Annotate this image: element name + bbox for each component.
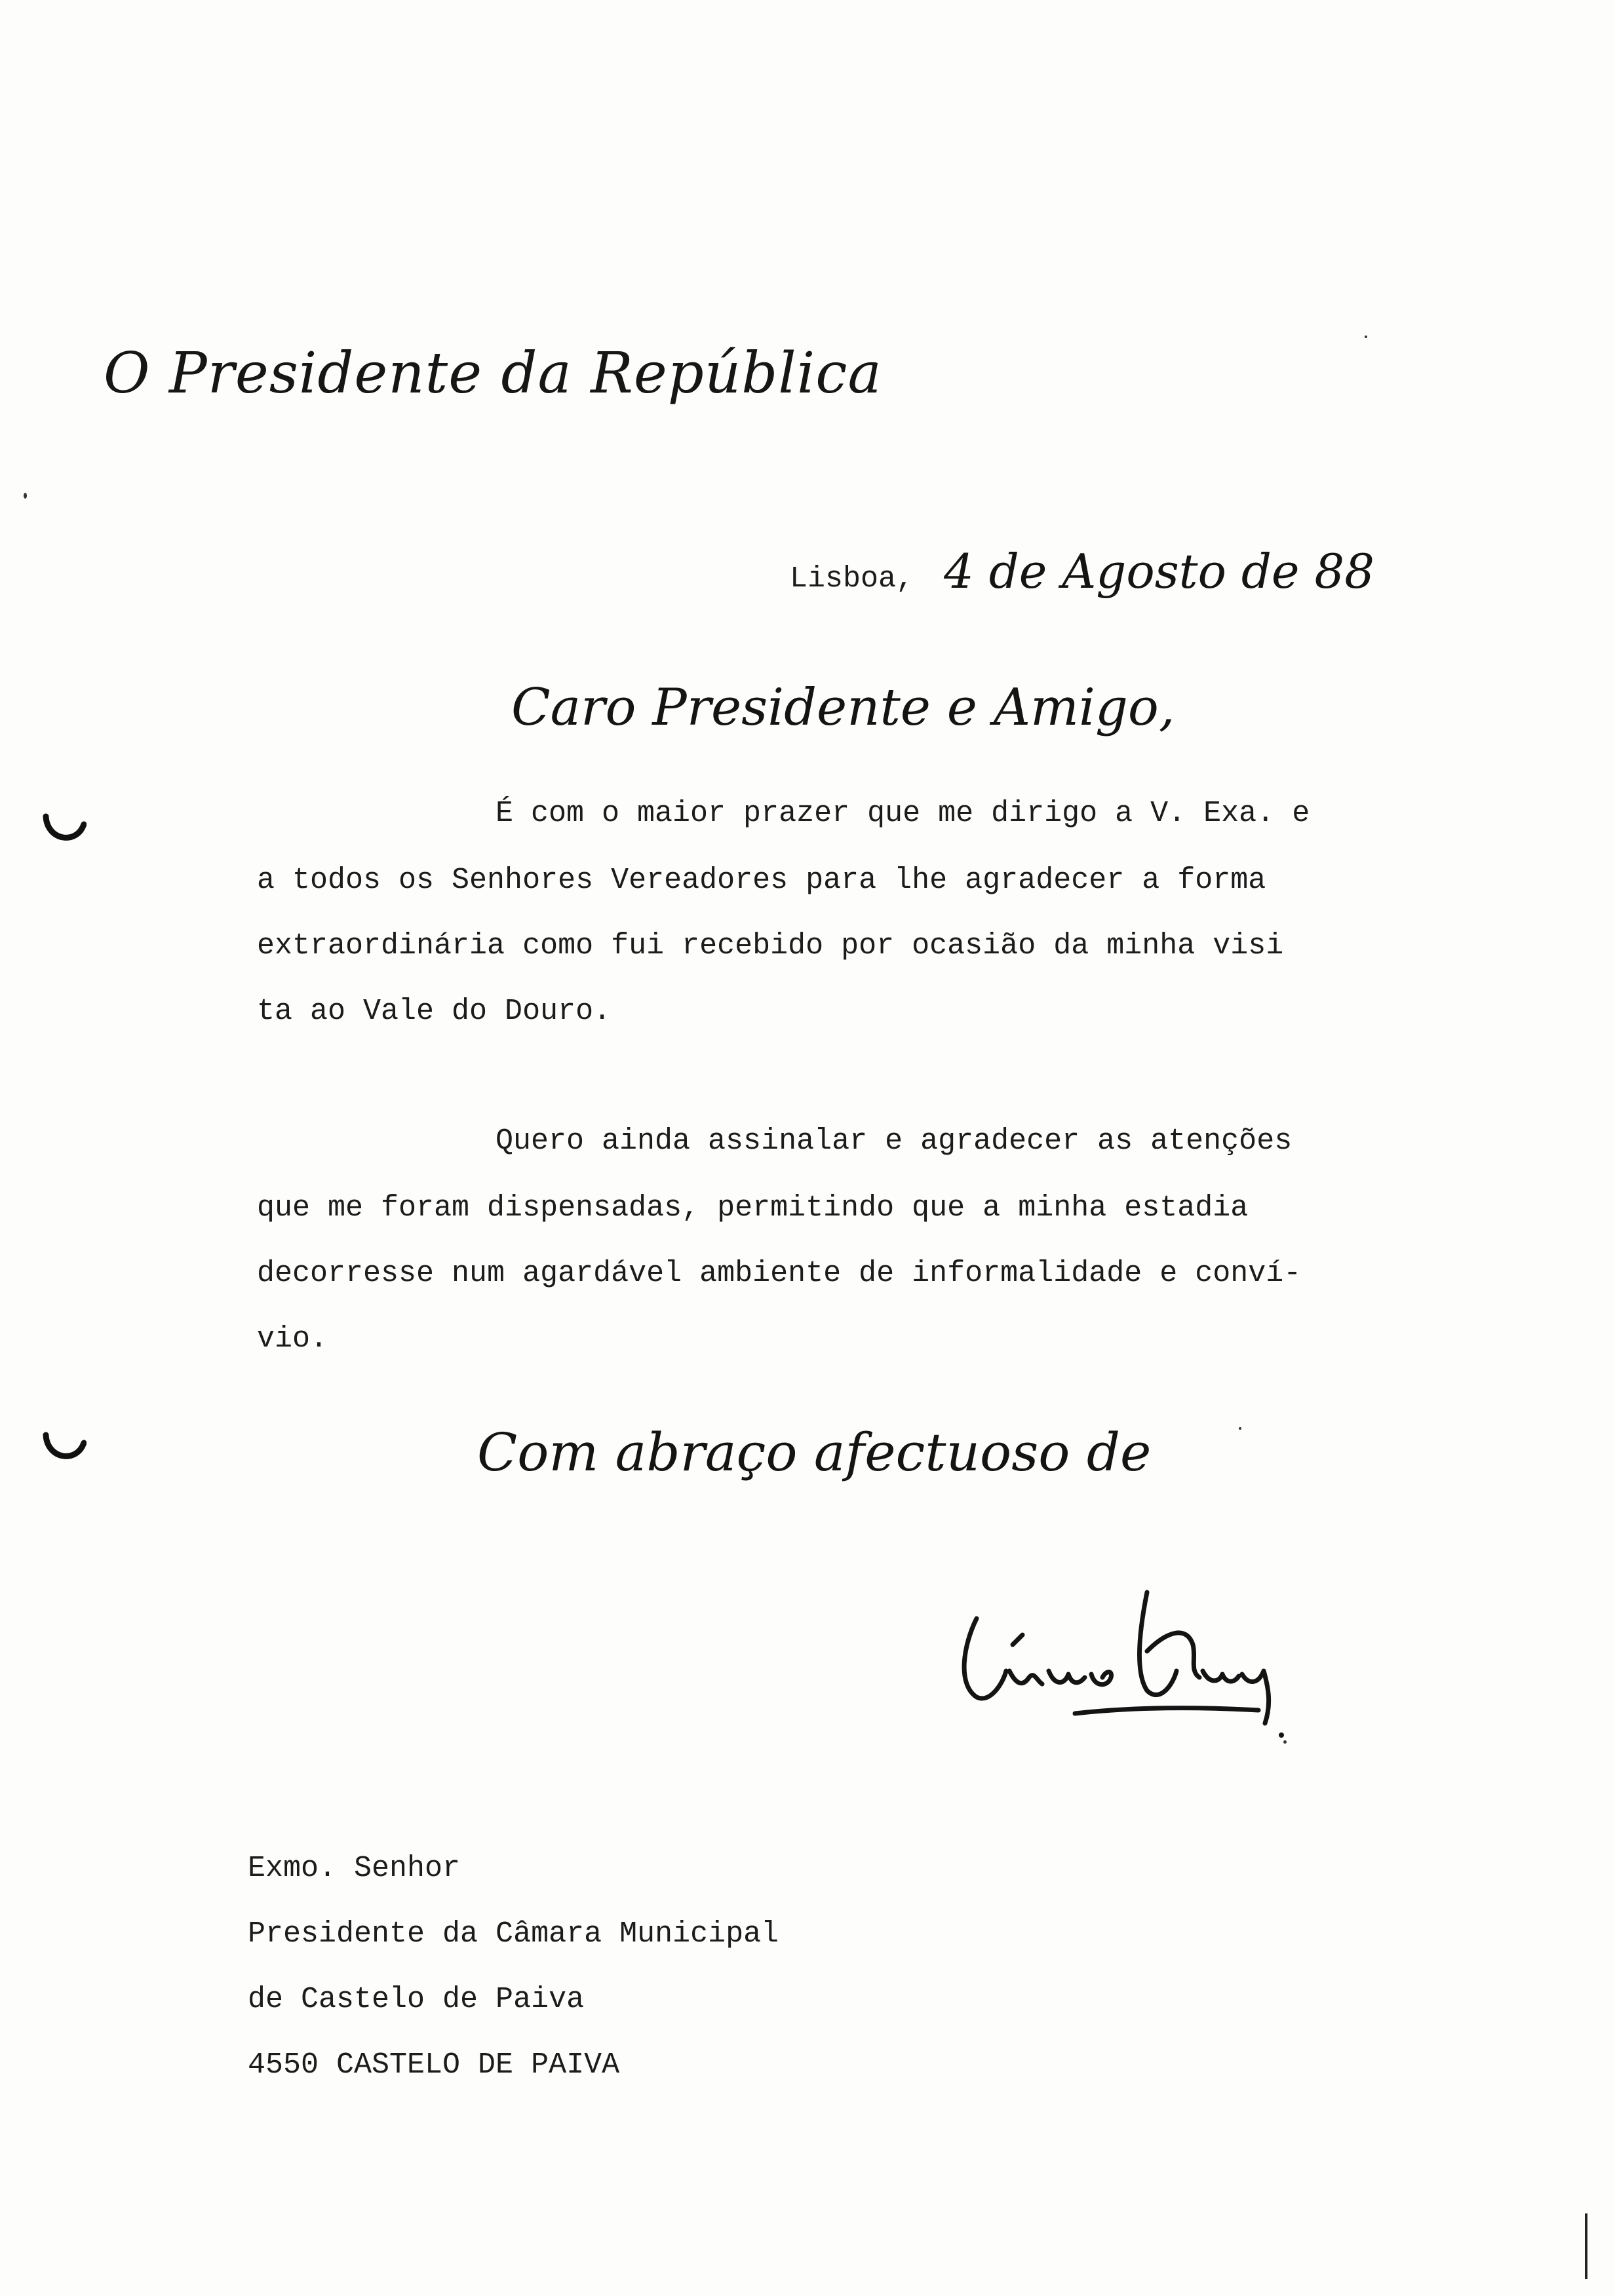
body-line: Quero ainda assinalar e agradecer as atenções <box>496 1124 1293 1158</box>
handwritten-closing: Com abraço afectuoso de <box>477 1422 1152 1483</box>
address-line: Exmo. Senhor <box>248 1852 461 1885</box>
handwritten-salutation: Caro Presidente e Amigo, <box>511 678 1175 737</box>
scan-speck <box>1239 1427 1241 1430</box>
body-line: que me foram dispensadas, permitindo que a minha estadia <box>257 1191 1249 1225</box>
body-line: a todos os Senhores Vereadores para lhe agradecer a forma <box>257 864 1266 897</box>
punch-hole-mark <box>41 1423 87 1469</box>
address-line: de Castelo de Paiva <box>248 1983 585 2016</box>
address-line: 4550 CASTELO DE PAIVA <box>248 2048 620 2082</box>
signature-drawing <box>950 1573 1317 1743</box>
place-label: Lisboa, <box>790 562 914 596</box>
handwritten-date: 4 de Agosto de 88 <box>944 544 1375 599</box>
scan-speck <box>24 493 27 499</box>
scan-speck <box>1283 1740 1287 1744</box>
letterhead-title: O Presidente da República <box>104 341 882 406</box>
handwritten-signature <box>950 1573 1317 1743</box>
scan-edge-mark <box>1585 2213 1587 2279</box>
address-line: Presidente da Câmara Municipal <box>248 1917 779 1951</box>
punch-hole-mark <box>41 805 87 851</box>
scan-speck <box>1365 335 1367 338</box>
body-line: vio. <box>257 1322 328 1356</box>
body-line: decorresse num agardável ambiente de informalidade e conví- <box>257 1257 1302 1290</box>
body-line: extraordinária como fui recebido por ocasião da minha visi <box>257 929 1284 963</box>
body-line: É com o maior prazer que me dirigo a V. Exa. e <box>496 797 1310 830</box>
body-line: ta ao Vale do Douro. <box>257 995 612 1028</box>
